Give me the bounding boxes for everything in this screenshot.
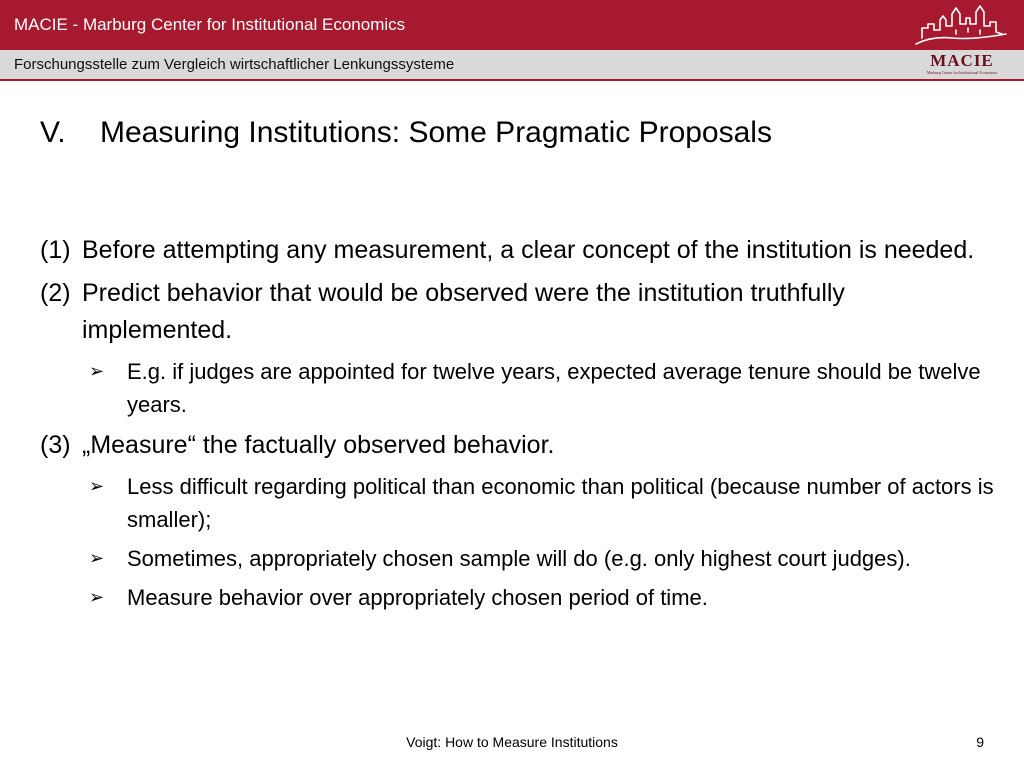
list-item-text: Predict behavior that would be observed were the institution truthfully implemented. — [82, 279, 845, 344]
sub-list-item-text: E.g. if judges are appointed for twelve years, expected average tenure should be twelve years. — [127, 359, 981, 417]
arrow-bullet-icon: ➢ — [89, 361, 105, 381]
slide-title-number: V. — [40, 116, 66, 149]
sub-list-item — [89, 470, 1000, 536]
arrow-bullet-icon: ➢ — [89, 587, 105, 607]
logo-tagline: Marburg Center for Institutional Economics — [926, 70, 998, 75]
page-number: 9 — [976, 734, 984, 750]
list-item — [40, 232, 1000, 269]
slide-title — [40, 116, 772, 150]
list-item-text: „Measure“ the factually observed behavior. — [82, 431, 555, 459]
sub-list-item — [89, 355, 1000, 421]
sub-list-item — [89, 581, 1000, 614]
list-item-text: Before attempting any measurement, a clear concept of the institution is needed. — [82, 236, 975, 264]
list-item-marker: (1) — [40, 236, 71, 264]
slide-title-text: Measuring Institutions: Some Pragmatic Proposals — [100, 116, 772, 149]
subheader-divider — [0, 79, 1024, 81]
arrow-bullet-icon: ➢ — [89, 476, 105, 496]
list-item — [40, 275, 1000, 349]
list-item — [40, 427, 1000, 464]
castle-icon — [912, 4, 1010, 46]
list-item-marker: (3) — [40, 431, 71, 459]
list-item-marker: (2) — [40, 279, 71, 307]
sub-list-item-text: Less difficult regarding political than economic than political (because number of actors is smaller); — [127, 474, 994, 532]
slide-content — [40, 232, 1000, 620]
arrow-bullet-icon: ➢ — [89, 548, 105, 568]
logo-wordmark: MACIE — [930, 51, 994, 70]
footer-text: Voigt: How to Measure Institutions — [406, 734, 618, 750]
sub-list-item-text: Sometimes, appropriately chosen sample will do (e.g. only highest court judges). — [127, 546, 911, 571]
sub-list-item — [89, 542, 1000, 575]
sub-list-item-text: Measure behavior over appropriately chosen period of time. — [127, 585, 708, 610]
header-title: MACIE - Marburg Center for Institutional Economics — [14, 15, 406, 34]
subheader-title: Forschungsstelle zum Vergleich wirtschaftlicher Lenkungssysteme — [14, 56, 455, 73]
